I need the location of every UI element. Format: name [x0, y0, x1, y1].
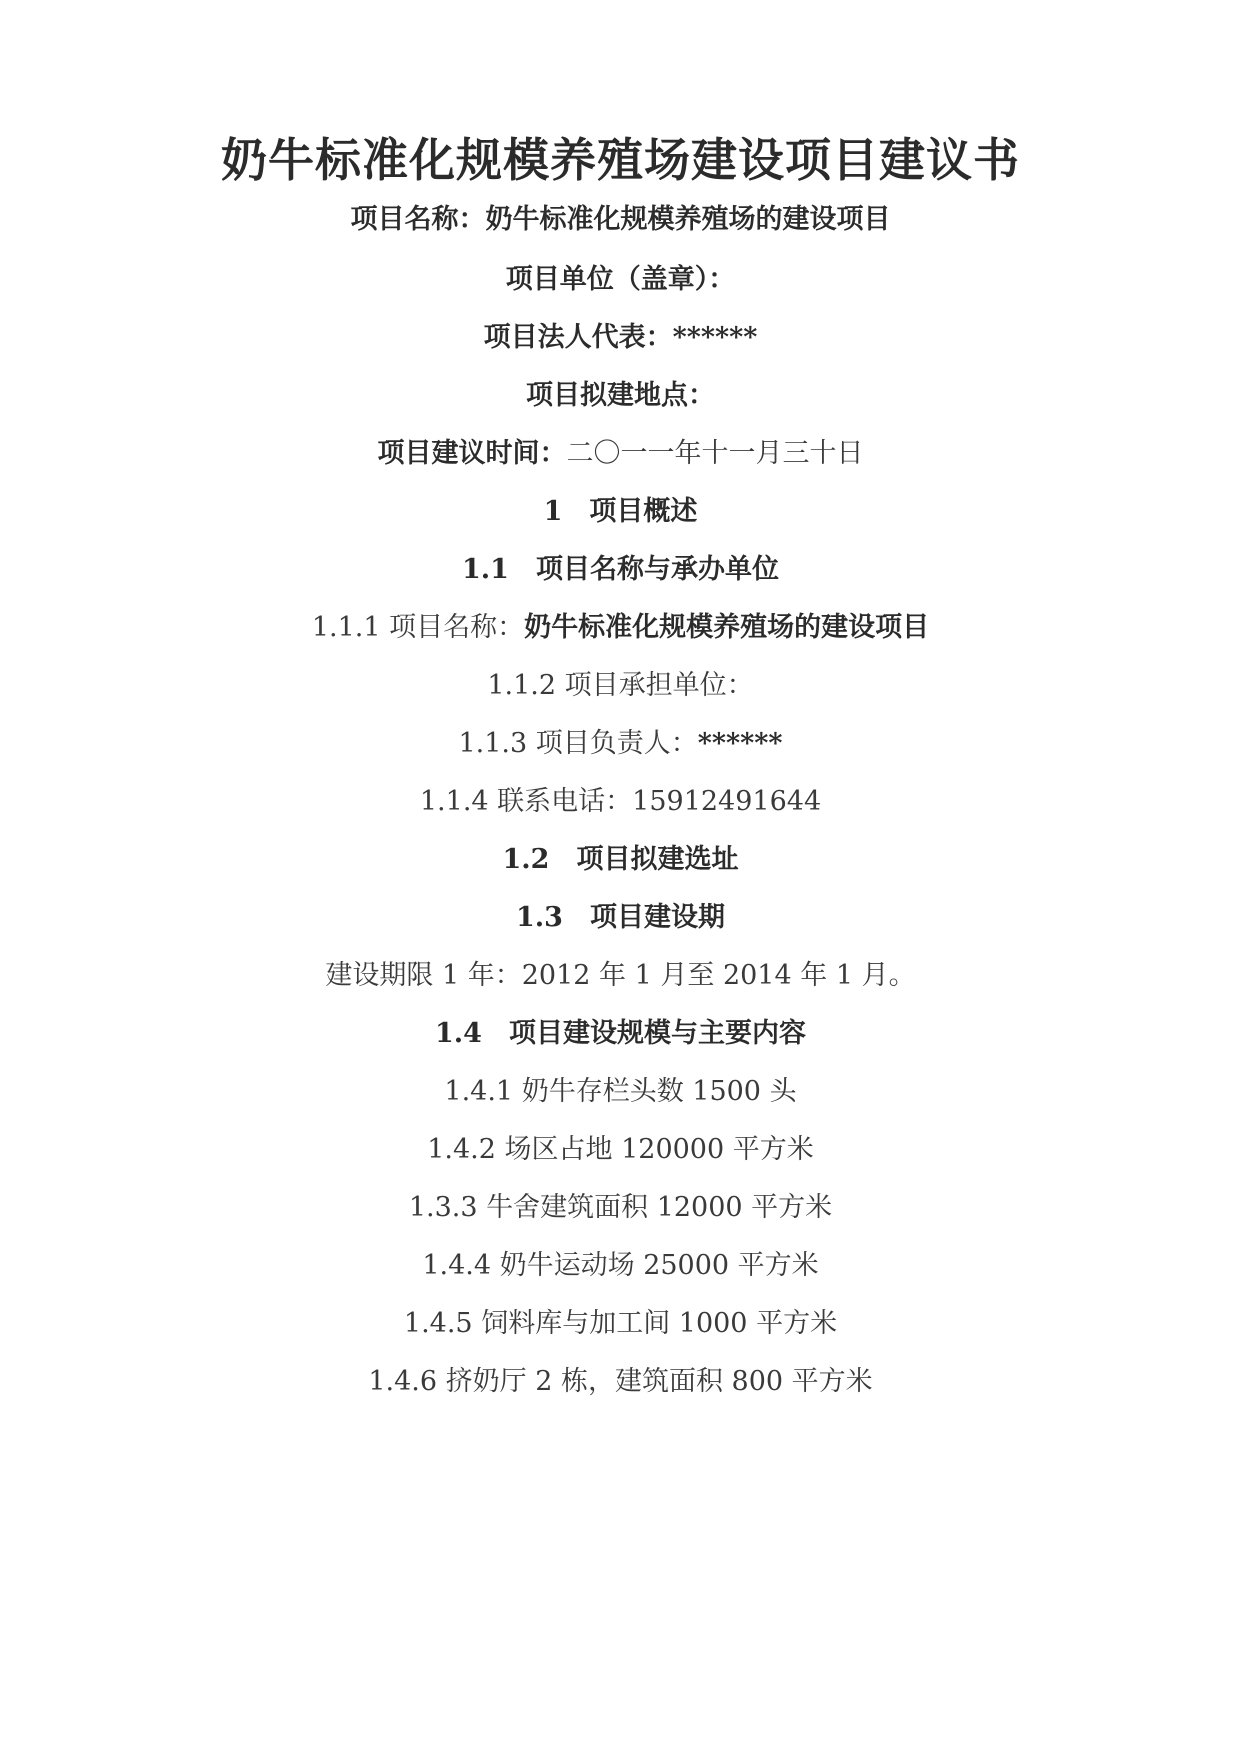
section-1-heading: 1 项目概述 [543, 496, 698, 527]
section-1-3-heading: 1.3 项目建设期 [516, 902, 725, 933]
document-title: 奶牛标准化规模养殖场建设项目建议书 [221, 133, 1020, 187]
item-1-1-1 [0, 610, 1241, 646]
item-1-3-3: 1.3.3 牛舍建筑面积 12000 平方米 [408, 1192, 833, 1223]
item-1-1-3-label: 1.1.3 项目负责人： [458, 728, 698, 759]
item-1-1-4: 1.1.4 联系电话：15912491644 [419, 786, 822, 817]
site-line: 项目拟建地点： [526, 380, 715, 411]
date-line [0, 436, 1241, 472]
section-1-2-heading: 1.2 项目拟建选址 [502, 844, 739, 875]
item-1-1-2: 1.1.2 项目承担单位： [487, 670, 754, 701]
date-value: 二〇一一年十一月三十日 [566, 438, 864, 469]
legal-rep-label: 项目法人代表： [483, 322, 673, 353]
project-name-value: 奶牛标准化规模养殖场的建设项目 [485, 204, 891, 235]
section-1-4-heading: 1.4 项目建设规模与主要内容 [435, 1018, 806, 1049]
legal-rep-line [0, 320, 1241, 356]
item-1-1-3 [0, 726, 1241, 762]
project-name-label: 项目名称： [350, 204, 486, 235]
construction-period: 建设期限 1 年：2012 年 1 月至 2014 年 1 月。 [325, 960, 916, 991]
section-1-1-heading: 1.1 项目名称与承办单位 [462, 554, 779, 585]
item-1-1-1-value: 奶牛标准化规模养殖场的建设项目 [524, 612, 930, 643]
item-1-1-1-label: 1.1.1 项目名称： [311, 612, 525, 643]
item-1-4-6: 1.4.6 挤奶厅 2 栋，建筑面积 800 平方米 [368, 1366, 873, 1397]
project-unit-line: 项目单位（盖章）： [505, 264, 736, 295]
item-1-1-3-value: ****** [697, 728, 783, 759]
item-1-4-2: 1.4.2 场区占地 120000 平方米 [427, 1134, 814, 1165]
date-label: 项目建议时间： [377, 438, 567, 469]
project-name-line [0, 202, 1241, 238]
item-1-4-5: 1.4.5 饲料库与加工间 1000 平方米 [403, 1308, 838, 1339]
item-1-4-4: 1.4.4 奶牛运动场 25000 平方米 [422, 1250, 819, 1281]
legal-rep-value: ****** [672, 322, 758, 353]
item-1-4-1: 1.4.1 奶牛存栏头数 1500 头 [444, 1076, 797, 1107]
